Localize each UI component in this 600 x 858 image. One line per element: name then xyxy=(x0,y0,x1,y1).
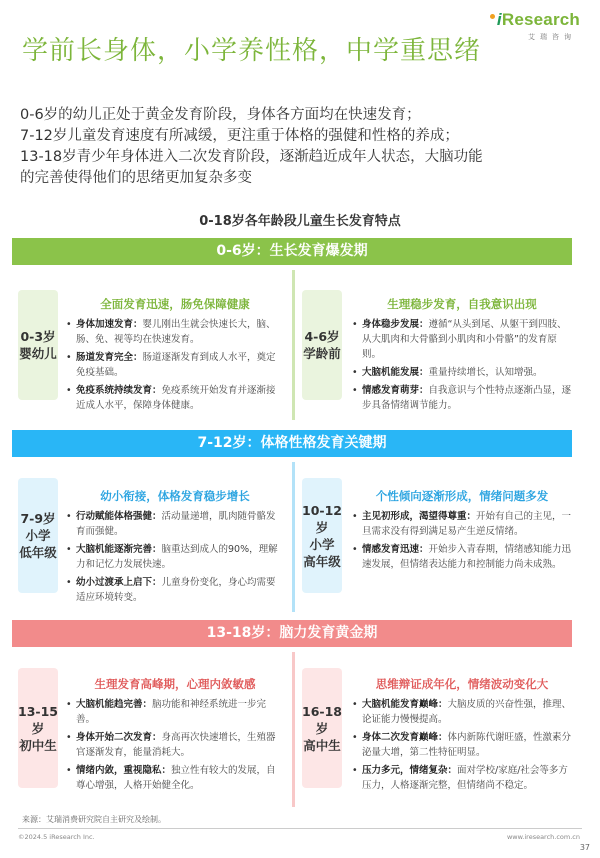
card-head: 生理发育高峰期，心理内敛敏感 xyxy=(94,677,256,691)
card-list xyxy=(352,509,572,572)
list-item: • 肠道发育完全：肠道逐渐发育到成人水平，奠定免疫基础。 xyxy=(66,350,284,380)
intro-line: 0-6岁的幼儿正处于黄金发育阶段，身体各方面均在快速发育； xyxy=(20,107,421,123)
footer-divider xyxy=(18,828,582,829)
divider xyxy=(292,270,295,420)
band-0-6: 0-6岁：生长发育爆发期 xyxy=(12,238,572,265)
intro-text xyxy=(20,105,580,189)
list-item: • 大脑机能发育巅峰：大脑皮质的兴奋性强，推理、论证能力慢慢提高。 xyxy=(352,697,572,727)
card-list xyxy=(66,317,284,413)
card-head: 幼小衔接，体格发育稳步增长 xyxy=(100,489,250,503)
list-item: • 情感发育萌芽：自我意识与个性特点逐渐凸显，逐步具备情绪调节能力。 xyxy=(352,383,572,413)
age-tab-16-18: 16-18岁 高中生 xyxy=(302,668,342,788)
page-number: 37 xyxy=(579,843,590,852)
list-item: • 大脑机能趋完善：脑功能和神经系统进一步完善。 xyxy=(66,697,284,727)
band-13-18: 13-18岁：脑力发育黄金期 xyxy=(12,620,572,647)
page-title: 学前长身体，小学养性格，中学重思绪 xyxy=(22,36,482,66)
card-10-12 xyxy=(352,488,572,575)
card-list xyxy=(66,697,284,793)
list-item: • 免疫系统持续发育：免疫系统开始发育并逐渐接近成人水平，保障身体健康。 xyxy=(66,383,284,413)
list-item: • 大脑机能逐渐完善：脑重达到成人的90%，理解力和记忆力发展快速。 xyxy=(66,542,284,572)
list-item: • 情感发育迅速：开始步入青春期，情绪感知能力迅速发展，但情绪表达能力和控制能力尚未成熟。 xyxy=(352,542,572,572)
list-item: • 身体开始二次发育：身高再次快速增长，生殖器官逐渐发育，能量消耗大。 xyxy=(66,730,284,760)
band-7-12: 7-12岁：体格性格发育关键期 xyxy=(12,430,572,457)
list-item: • 身体稳步发展：遵循“从头到尾、从躯干到四肢、从大肌肉和大骨骼到小肌肉和小骨骼”的发育原则。 xyxy=(352,317,572,362)
list-item: • 压力多元，情绪复杂：面对学校/家庭/社会等多方压力，人格逐渐完整，但情绪尚不稳定。 xyxy=(352,763,572,793)
list-item: • 幼小过渡承上启下：儿童身份变化，身心均需要适应环境转变。 xyxy=(66,575,284,605)
card-head: 个性倾向逐渐形成，情绪问题多发 xyxy=(375,489,549,503)
card-head: 生理稳步发育，自我意识出现 xyxy=(387,297,537,311)
list-item: • 情绪内敛，重视隐私：独立性有较大的发展，自尊心增强，人格开始健全化。 xyxy=(66,763,284,793)
intro-line: 13-18岁青少年身体进入二次发育阶段，逐渐趋近成年人状态，大脑功能 xyxy=(20,149,483,165)
card-list xyxy=(66,509,284,605)
iresearch-logo: iResearch 艾瑞咨询 xyxy=(490,10,580,50)
copyright: ©2024.5 iResearch Inc. xyxy=(18,833,95,841)
card-4-6 xyxy=(352,296,572,416)
age-tab-0-3: 0-3岁 婴幼儿 xyxy=(18,290,58,400)
card-7-9 xyxy=(66,488,284,608)
card-head: 全面发育迅速，肠免保障健康 xyxy=(100,297,250,311)
intro-line: 7-12岁儿童发育速度有所减缓，更注重于体格的强健和性格的养成； xyxy=(20,128,459,144)
source-note: 来源：艾瑞消费研究院自主研究及绘制。 xyxy=(22,815,166,824)
divider xyxy=(292,462,295,612)
card-16-18 xyxy=(352,676,572,796)
card-13-15 xyxy=(66,676,284,796)
age-tab-10-12: 10-12岁 小学 高年级 xyxy=(302,478,342,593)
section-title: 0-18岁各年龄段儿童生长发育特点 xyxy=(199,214,401,229)
age-tab-7-9: 7-9岁 小学 低年级 xyxy=(18,478,58,593)
list-item: • 身体加速发育：婴儿刚出生就会快速长大，脑、肠、免、视等均在快速发育。 xyxy=(66,317,284,347)
card-list xyxy=(352,317,572,413)
divider xyxy=(292,652,295,807)
card-0-3 xyxy=(66,296,284,416)
list-item: • 大脑机能发展：重量持续增长，认知增强。 xyxy=(352,365,572,380)
age-tab-4-6: 4-6岁 学龄前 xyxy=(302,290,342,400)
website-link[interactable]: www.iresearch.com.cn xyxy=(506,833,580,841)
age-tab-13-15: 13-15岁 初中生 xyxy=(18,668,58,788)
card-list xyxy=(352,697,572,793)
card-head: 思维辩证成年化，情绪波动变化大 xyxy=(375,677,549,691)
intro-line: 的完善使得他们的思绪更加复杂多变 xyxy=(20,170,252,186)
list-item: • 主见初形成，渴望得尊重：开始有自己的主见，一旦需求没有得到满足易产生逆反情绪。 xyxy=(352,509,572,539)
logo-dot-icon xyxy=(490,14,495,19)
list-item: • 行动赋能体格强健：活动量递增，肌肉随骨骼发育而强健。 xyxy=(66,509,284,539)
list-item: • 身体二次发育巅峰：体内新陈代谢旺盛，性激素分泌量大增，第二性特征明显。 xyxy=(352,730,572,760)
